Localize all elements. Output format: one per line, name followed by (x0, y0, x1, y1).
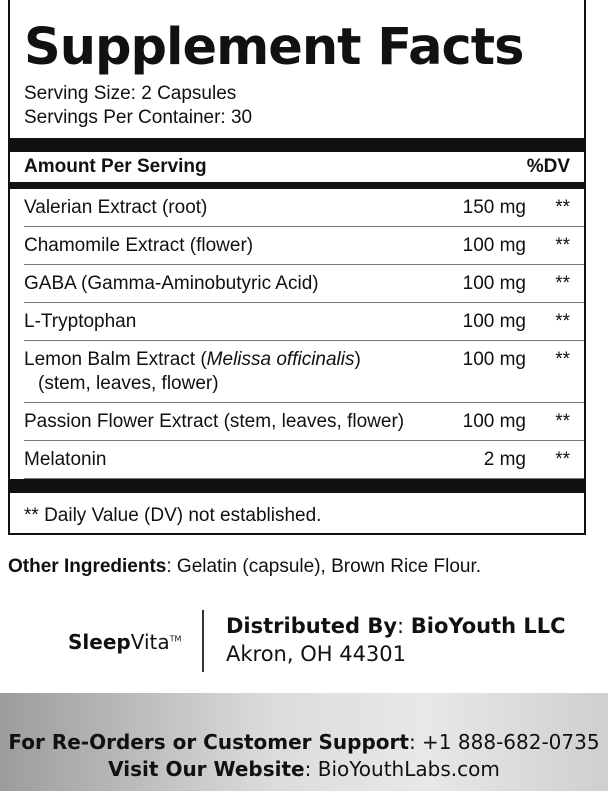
table-row: Valerian Extract (root) 150 mg ** (24, 189, 584, 227)
table-row: Lemon Balm Extract (Melissa officinalis) (stem, leaves, flower) 100 mg ** (24, 341, 584, 403)
table-row: Chamomile Extract (flower) 100 mg ** (24, 227, 584, 265)
table-row: Passion Flower Extract (stem, leaves, flower) 100 mg ** (24, 403, 584, 441)
table-row: L-Tryptophan 100 mg ** (24, 303, 584, 341)
brand-block (68, 610, 568, 672)
header-divider (10, 182, 586, 189)
supplement-facts-panel (8, 0, 586, 535)
header-dv: %DV (526, 156, 570, 177)
thick-divider (10, 138, 586, 152)
sleepvita-logo: SleepVita™ (68, 630, 182, 654)
website-line: Visit Our Website: BioYouthLabs.com (108, 757, 500, 781)
bottom-thick-divider (10, 479, 586, 493)
table-header (24, 152, 584, 182)
footer-band (0, 693, 608, 791)
table-row: GABA (Gamma-Aminobutyric Acid) 100 mg ** (24, 265, 584, 303)
other-ingredients (8, 556, 481, 578)
serving-size: Serving Size: 2 Capsules (24, 83, 237, 104)
serving-info (24, 82, 584, 130)
facts-title: Supplement Facts (24, 18, 524, 77)
other-ingredients-label: Other Ingredients (8, 556, 167, 577)
distributor-address: Akron, OH 44301 (226, 642, 407, 666)
support-line: For Re-Orders or Customer Support: +1 888-682-0735 (8, 730, 600, 754)
distributor-info: Distributed By: BioYouth LLC Akron, OH 44301 (226, 614, 566, 666)
servings-per-container: Servings Per Container: 30 (24, 107, 253, 128)
other-ingredients-text: : Gelatin (capsule), Brown Rice Flour. (166, 556, 482, 577)
table-row: Melatonin 2 mg ** (24, 441, 584, 479)
dv-footnote: ** Daily Value (DV) not established. (24, 505, 322, 526)
brand-divider (202, 610, 204, 672)
header-amount: Amount Per Serving (24, 156, 207, 177)
